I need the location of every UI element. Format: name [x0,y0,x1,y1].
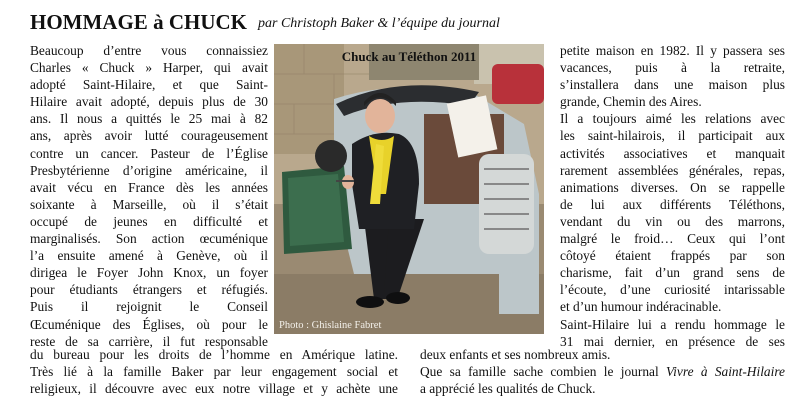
text-line: deux enfants et ses nombreux amis. [420,347,611,362]
text-line: Œcuménique des Églises, où pour le [30,316,268,332]
text-line: Presbytérienne d’origine américaine, il [30,162,268,178]
photo-chuck-telethon [274,44,544,334]
text-line: animations diverses. On se rappelle [560,179,785,195]
photo-credit: Photo : Ghislaine Fabret [279,320,382,331]
text-line: Charles « Chuck » Harper, qui avait [30,60,268,76]
left-column [30,42,268,350]
text-line: soixante à Marseille, où il s’était [30,196,268,212]
article-header [30,8,790,38]
text-line: vacances, puis à la retraite, [560,60,785,76]
text-line: côtoyé étaient frappés par son [560,248,785,264]
text-line: reste de sa carrière, il fut responsable [30,333,268,349]
text-line: Hilaire avait adopté, depuis plus de 30 [30,94,268,110]
text-line: charisme, fait d’un grand sens de [560,265,785,281]
article-title: HOMMAGE à CHUCK [30,10,247,34]
text-line: marginalisés. Son action œcuménique [30,231,268,247]
text-line: ans. Il nous a quittés le 25 mai à 82 [30,111,268,127]
right-column [560,42,785,350]
journal-name: Vivre à Saint-Hilaire [666,364,785,380]
text-line: 31 mai dernier, en présence de ses [560,333,785,349]
text-line: Saint-Hilaire lui a rendu hommage le [560,316,785,332]
text-line: pour étudiants étrangers et réfugiés. [30,282,268,298]
article-byline: par Christoph Baker & l’équipe du journal [258,16,500,31]
text-line: Très lié à la famille Baker par leur engagement social et [30,364,398,380]
photo-caption-title: Chuck au Téléthon 2011 [341,49,477,64]
text-line: rarement assemblées générales, repas, [560,162,785,178]
text-line: les saint-hilairois, il participait aux [560,128,785,144]
text-line: Puis il rejoignit le Conseil [30,299,268,315]
text-line: dirigea le Foyer John Knox, un foyer [30,265,268,281]
text-line: grande, Chemin des Aires. [560,94,702,110]
text-line: activités associatives et manquait [560,145,785,161]
text-line: l’écoute, d’une curiosité intarissable [560,282,785,298]
text-line: religieux, il découvre avec eux notre village et y achète une [30,381,398,397]
text-line: l’a ensuite amené à Genève, où il [30,248,268,264]
text-line: petite maison en 1982. Il y passera ses [560,43,785,58]
text-line: et d’un humour indéracinable. [560,299,722,315]
text-line: Il a toujours aimé les relations avec [560,111,785,127]
text-line: ans, après avoir lutté courageusement [30,128,268,144]
text-line: du bureau pour les droits de l’homme en Amérique latine. [30,347,398,362]
text-line: vendant du vin ou des marrons, [560,213,785,229]
photo-illustration [274,44,544,334]
text-line-with-journal-name [420,363,785,380]
bottom-right-text [420,346,785,397]
text-line: contre un cancer. Pasteur de l’Église [30,145,268,161]
text-line: s’installera dans une maison plus [560,77,785,93]
text-line: adopté Saint-Hilaire, et que Saint- [30,77,268,93]
text-line: a apprécié les qualités de Chuck. [420,381,596,397]
bottom-left-text [30,346,398,397]
text-fragment: Que sa famille sache combien le journal [420,364,666,380]
text-line: avait vécu en France dès les années [30,179,268,195]
text-line: malgré le froid… Ceux qui l’ont [560,231,785,247]
text-line: de lui aux différents Téléthons, [560,196,785,212]
text-line: occupé de jeunes en difficulté et [30,213,268,229]
text-line: Beaucoup d’entre vous connaissiez [30,43,268,58]
